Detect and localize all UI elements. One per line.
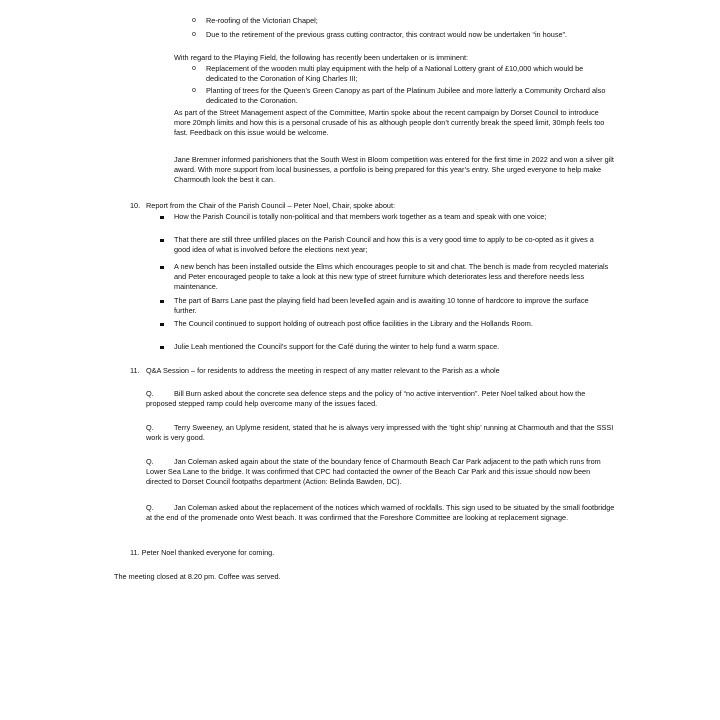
list-item (192, 30, 612, 40)
square-bullet-icon (160, 212, 164, 222)
list-item-text: How the Parish Council is totally non-political and that members work together as a team and speak with one voice; (174, 212, 547, 221)
circle-bullet-icon: o (192, 17, 196, 24)
closing-line: The meeting closed at 8.20 pm. Coffee was served. (114, 572, 281, 581)
list-item-text: A new bench has been installed outside the Elms which encourages people to sit and chat. The bench is made from recycled materials and Peter encouraged people to take a look at this new type of street furniture which deteriorates less and therefore needs less maintenance. (174, 262, 609, 291)
playing-field-intro: With regard to the Playing Field, the following has recently been undertaken or is imminent: (174, 53, 469, 62)
list-item (160, 235, 612, 255)
question-text: Terry Sweeney, an Uplyme resident, stated that he is always very impressed with the ‘tight ship’ running at Charmouth and that the SSSI work is very good. (146, 423, 614, 442)
list-item (160, 262, 612, 292)
square-bullet-icon (160, 296, 164, 306)
list-item-text: Due to the retirement of the previous grass cutting contractor, this contract would now be undertaken “in house”. (206, 30, 567, 39)
qa-question (146, 423, 616, 443)
question-text: Jan Coleman asked about the replacement of the notices which warned of rockfalls. This sign used to be situated by the small footbridge at the end of the promenade onto West beach. It was confirmed that the Foreshore Committee are looking at replacement signage. (146, 503, 615, 522)
circle-bullet-icon: o (192, 65, 196, 72)
qa-question (146, 457, 616, 487)
qa-question (146, 389, 616, 409)
circle-bullet-icon: o (192, 87, 196, 94)
list-item-text: The part of Barrs Lane past the playing field had been levelled again and is awaiting 10 tonne of hardcore to improve the surface further. (174, 296, 589, 315)
list-item (192, 64, 612, 84)
list-item (160, 342, 612, 352)
question-text: Bill Burn asked about the concrete sea defence steps and the policy of “no active intervention”. Peter Noel talked about how the proposed stepped ramp could help overcome many of the issues faced. (146, 389, 586, 408)
list-item-text: The Council continued to support holding of outreach post office facilities in the Library and the Hollands Room. (174, 319, 533, 328)
question-label: Q. (146, 389, 154, 398)
list-item (160, 296, 612, 316)
square-bullet-icon (160, 262, 164, 272)
list-item (192, 16, 612, 26)
item-heading: Report from the Chair of the Parish Council – Peter Noel, Chair, spoke about: (146, 201, 396, 210)
item-heading: Q&A Session – for residents to address the meeting in respect of any matter relevant to the Parish as a whole (146, 366, 500, 375)
square-bullet-icon (160, 319, 164, 329)
circle-bullet-icon: o (192, 31, 196, 38)
item-number: 10. (130, 201, 141, 210)
bloom-paragraph: Jane Bremner informed parishioners that the South West in Bloom competition was entered for the first time in 2022 and won a silver gilt award. With more support from local businesses, a portfolio is being prepared for this year’s entry. She urged everyone to help make Charmouth look the best it can. (174, 155, 614, 184)
list-item-text: That there are still three unfilled places on the Parish Council and how this is a very good time to apply to be co-opted as it gives a good idea of what is involved before the elections next year; (174, 235, 594, 254)
question-label: Q. (146, 503, 154, 512)
list-item (192, 86, 612, 106)
qa-question (146, 503, 616, 523)
square-bullet-icon (160, 235, 164, 245)
question-label: Q. (146, 457, 154, 466)
question-text: Jan Coleman asked again about the state of the boundary fence of Charmouth Beach Car Park adjacent to the path which runs from Lower Sea Lane to the bridge. It was confirmed that CPC had contacted the owner of the Beach Car Park and this issue should now been directed to Dorset Council footpaths department (Action: Belinda Bawden, DC). (146, 457, 601, 486)
item-number: 11. (130, 366, 140, 375)
question-label: Q. (146, 423, 154, 432)
street-management-paragraph: As part of the Street Management aspect of the Committee, Martin spoke about the recent campaign by Dorset Council to introduce more 20mph limits and how this is a personal crusade of his as although people don’t currently break the speed limit, 30mph feels too fast. Feedback on this issue would be welcome. (174, 108, 605, 137)
list-item-text: Re-roofing of the Victorian Chapel; (206, 16, 318, 25)
list-item (160, 319, 612, 329)
thanks-line: 11. Peter Noel thanked everyone for coming. (130, 548, 275, 557)
list-item-text: Replacement of the wooden multi play equipment with the help of a National Lottery grant of £10,000 which would be dedicated to the Coronation of King Charles III; (206, 64, 584, 83)
list-item-text: Planting of trees for the Queen’s Green Canopy as part of the Platinum Jubilee and more latterly a Community Orchard also dedicated to the Coronation. (206, 86, 606, 105)
list-item (160, 212, 612, 222)
list-item-text: Julie Leah mentioned the Council’s support for the Café during the winter to help fund a warm space. (174, 342, 500, 351)
square-bullet-icon (160, 342, 164, 352)
